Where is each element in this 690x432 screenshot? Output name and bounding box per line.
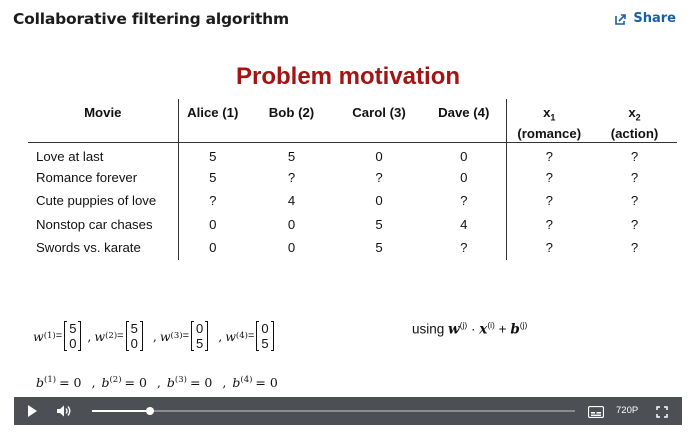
weight-vector (218, 321, 273, 351)
weight-superscript: (1) (43, 331, 56, 341)
weight-value-2: 0 (69, 336, 77, 351)
col-carol: Carol (3) (336, 99, 422, 142)
cell-movie: Swords vs. karate (36, 240, 141, 256)
weight-symbol: w (33, 328, 44, 344)
share-label: Share (633, 11, 676, 26)
formula-dot: · (471, 321, 476, 337)
bias-term (91, 375, 146, 390)
cell-alice: ? (178, 189, 247, 213)
bias-superscript: (1) (44, 375, 57, 385)
formula-plus: + (498, 321, 507, 337)
weight-value-1: 5 (130, 321, 138, 336)
progress-handle[interactable] (146, 407, 154, 415)
weight-bracket (64, 321, 81, 351)
weight-equals: = (182, 330, 189, 342)
x2-subscript: 2 (635, 112, 641, 123)
x2-note: (action) (610, 125, 659, 141)
cell-dave: 0 (460, 148, 468, 164)
weight-value-1: 5 (69, 321, 77, 336)
col-alice: Alice (1) (178, 99, 247, 142)
cell-alice: 5 (178, 166, 247, 190)
cell-movie: Romance forever (36, 169, 138, 185)
cell-x1: ? (506, 213, 592, 237)
weight-value-2: 0 (130, 336, 138, 351)
biases-line (30, 375, 288, 390)
cell-carol: 5 (375, 240, 383, 256)
captions-icon[interactable] (588, 405, 604, 423)
col-x1 (506, 99, 592, 142)
weight-superscript: (2) (105, 331, 118, 341)
weight-separator: , (218, 328, 223, 344)
cell-bob: 5 (287, 148, 296, 164)
weight-equals: = (247, 330, 255, 342)
cell-bob: 4 (287, 193, 296, 209)
x2-symbol: x (628, 105, 636, 120)
x1-note: (romance) (517, 125, 582, 141)
bias-superscript: (4) (240, 375, 253, 385)
bias-rest: = 0 (255, 375, 278, 391)
weight-superscript: (3) (170, 331, 183, 341)
formula-x-sup: (i) (487, 320, 495, 330)
bias-rest: = 0 (59, 375, 82, 391)
cell-bob: ? (287, 169, 296, 185)
weight-vector (30, 321, 81, 351)
table-row (28, 166, 677, 190)
weight-equals: = (55, 330, 63, 342)
bias-superscript: (3) (174, 375, 187, 385)
cell-movie: Nonstop car chases (36, 216, 153, 232)
formula-w: w (448, 321, 460, 338)
cell-bob: 0 (287, 216, 296, 232)
cell-carol: 5 (375, 216, 383, 232)
weight-symbol: w (94, 328, 106, 344)
formula-x: x (479, 321, 488, 338)
weight-vector (153, 321, 208, 351)
bias-term (222, 375, 277, 390)
fullscreen-icon[interactable] (656, 405, 668, 423)
cell-x1: ? (506, 189, 592, 213)
video-player[interactable] (14, 53, 682, 425)
weight-value-2: 5 (261, 336, 269, 351)
weight-superscript: (4) (235, 331, 248, 341)
share-button[interactable] (615, 11, 676, 26)
weight-bracket (126, 321, 143, 351)
weight-bracket (191, 321, 208, 351)
prediction-formula (412, 320, 527, 338)
bias-symbol: b (36, 375, 45, 391)
weight-value-1: 0 (261, 321, 269, 336)
bias-term (30, 375, 81, 390)
bias-separator: , (91, 375, 96, 391)
using-word: using (412, 321, 445, 337)
cell-x1: ? (506, 166, 592, 190)
weight-vector (87, 321, 142, 351)
bias-separator: , (156, 375, 161, 391)
weight-separator: , (87, 328, 92, 344)
page-title: Collaborative filtering algorithm (13, 10, 289, 28)
cell-carol: 0 (375, 193, 383, 209)
weight-separator: , (152, 328, 157, 344)
x1-subscript: 1 (550, 112, 556, 123)
col-dave: Dave (4) (422, 99, 506, 142)
cell-x2: ? (630, 240, 639, 256)
bias-symbol: b (166, 375, 175, 391)
col-bob: Bob (2) (247, 99, 336, 142)
formula-b-sup: (j) (519, 320, 528, 330)
cell-alice: 5 (178, 142, 247, 166)
play-icon[interactable] (26, 404, 38, 423)
cell-x2: ? (630, 216, 639, 232)
cell-alice: 0 (178, 236, 247, 260)
progress-bar[interactable] (92, 410, 575, 412)
cell-x2: ? (630, 169, 639, 185)
share-icon (615, 13, 627, 25)
cell-carol: ? (375, 169, 383, 185)
col-x2 (592, 99, 677, 142)
bias-rest: = 0 (124, 375, 147, 391)
table-row (28, 236, 677, 260)
cell-alice: 0 (178, 213, 247, 237)
weight-bracket (256, 321, 273, 351)
bias-separator: , (222, 375, 227, 391)
volume-icon[interactable] (56, 404, 72, 423)
bias-superscript: (2) (109, 375, 122, 385)
bias-term (157, 375, 212, 390)
slide-title: Problem motivation (235, 63, 461, 90)
cell-dave: ? (460, 240, 468, 256)
weight-symbol: w (159, 328, 171, 344)
weights-line (30, 321, 284, 351)
cell-x1: ? (506, 142, 592, 166)
table-row (28, 142, 677, 166)
cell-x2: ? (630, 148, 639, 164)
table-row (28, 213, 677, 237)
cell-carol: 0 (375, 148, 383, 164)
cell-movie: Love at last (36, 148, 104, 164)
bias-rest: = 0 (189, 375, 213, 391)
cell-dave: ? (460, 193, 468, 209)
weight-symbol: w (225, 328, 236, 344)
table-row (28, 189, 677, 213)
cell-dave: 0 (460, 169, 468, 185)
weight-equals: = (117, 330, 124, 342)
quality-selector[interactable]: 720P (616, 405, 639, 416)
cell-x2: ? (630, 193, 639, 209)
cell-bob: 0 (287, 240, 296, 256)
weight-value-1: 0 (196, 321, 204, 336)
progress-fill (92, 410, 150, 412)
col-movie: Movie (28, 99, 178, 142)
bias-symbol: b (101, 375, 110, 391)
page-header (0, 0, 690, 44)
formula-b: b (510, 321, 520, 338)
cell-x1: ? (506, 236, 592, 260)
x1-symbol: x (543, 105, 551, 120)
cell-movie: Cute puppies of love (36, 193, 157, 209)
bias-symbol: b (232, 375, 241, 391)
player-controls (14, 397, 682, 425)
formula-w-sup: (j) (459, 320, 468, 330)
cell-dave: 4 (460, 216, 468, 232)
ratings-table (28, 99, 677, 260)
weight-value-2: 5 (196, 336, 204, 351)
